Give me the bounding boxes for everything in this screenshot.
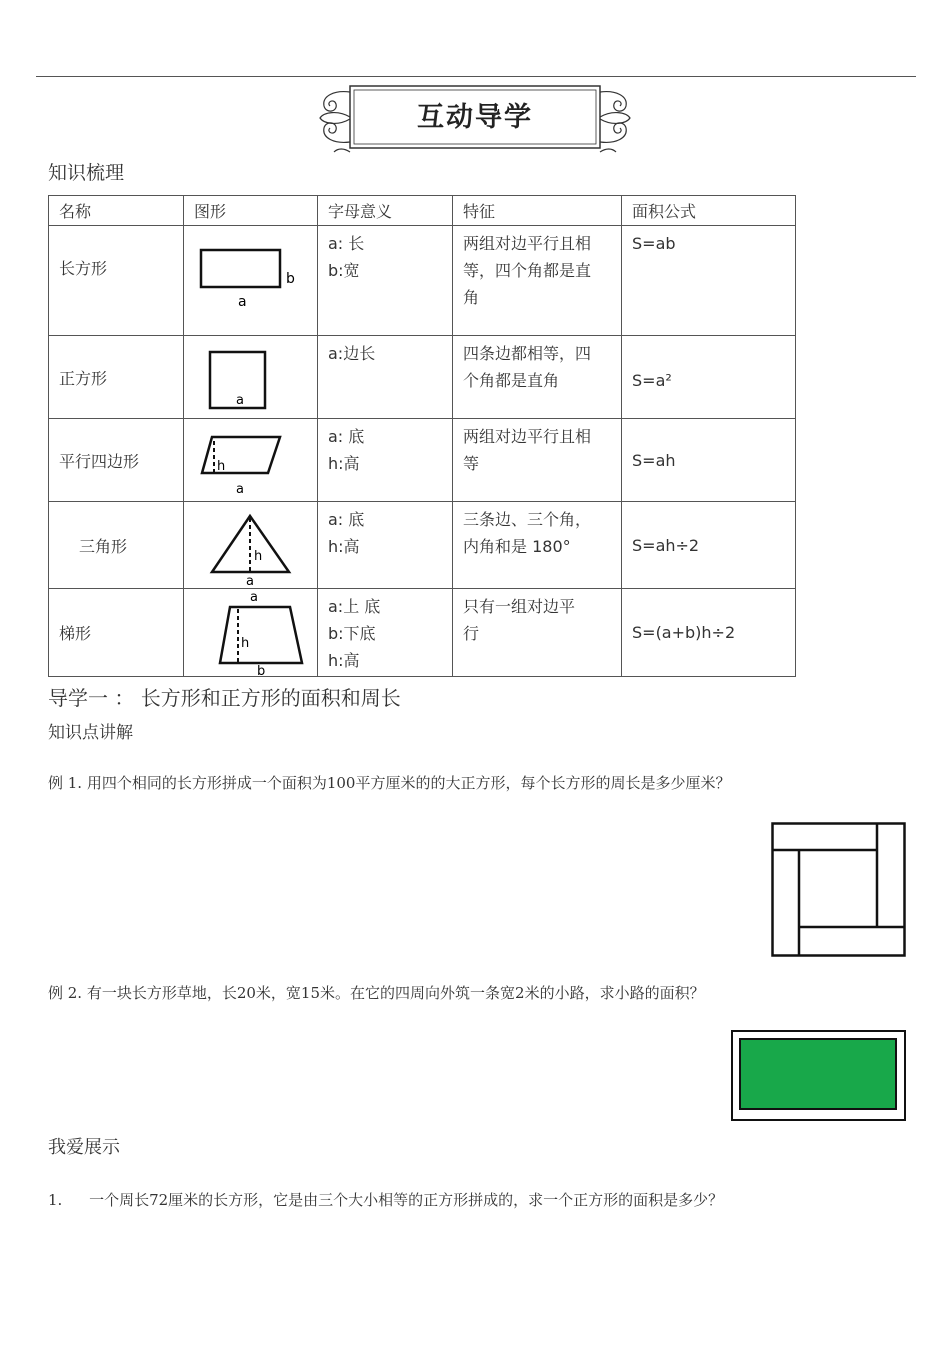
letter-line: a: 长 (328, 234, 365, 253)
letter-meaning (318, 589, 453, 677)
figure-label: b (257, 664, 266, 675)
banner (316, 82, 634, 154)
shape-figure (184, 419, 318, 502)
feature-line: 两组对边平行且相 (463, 234, 592, 253)
area-formula: S=a² (622, 336, 796, 419)
figure-label: a (236, 482, 244, 497)
area-formula: S=ab (622, 226, 796, 336)
shape-name: 梯形 (49, 589, 184, 677)
area-formula: S=ah (622, 419, 796, 502)
header-formula: 面积公式 (622, 196, 796, 226)
section-knowledge-review: 知识梳理 (48, 162, 125, 184)
example-2-text: 例 2. 有一块长方形草地，长20米，宽15米。在它的四周向外筑一条宽2米的小路，求小路的面积？ (48, 984, 705, 1002)
feature-text (453, 226, 622, 336)
section-guide-one: 导学一 ： 长方形和正方形的面积和周长 (48, 686, 401, 710)
feature-line: 内角和是 180° (463, 537, 571, 556)
feature-line: 四条边都相等，四 (463, 344, 592, 363)
shape-figure (184, 226, 318, 336)
figure-label: a (236, 393, 244, 408)
figure-label: a (238, 294, 247, 310)
header-name: 名称 (49, 196, 184, 226)
letter-line: b:宽 (328, 261, 360, 280)
feature-line: 等，四个角都是直 (463, 261, 592, 280)
feature-text (453, 336, 622, 419)
letter-meaning (318, 336, 453, 419)
section-knowledge-points: 知识点讲解 (48, 723, 133, 743)
area-formula: S=(a+b)h÷2 (622, 589, 796, 677)
feature-line: 两组对边平行且相 (463, 427, 592, 446)
letter-line: a: 底 (328, 510, 365, 529)
practice-text: 一个周长72厘米的长方形，它是由三个大小相等的正方形拼成的，求一个正方形的面积是多少？ (89, 1191, 724, 1209)
table-row (49, 502, 796, 589)
table-row (49, 419, 796, 502)
shape-name: 正方形 (49, 336, 184, 419)
header-features: 特征 (453, 196, 622, 226)
figure-label: h (217, 459, 226, 474)
feature-text (453, 419, 622, 502)
letter-line: h:高 (328, 651, 360, 670)
figure-label: a (246, 574, 254, 587)
practice-1 (48, 1189, 723, 1210)
letter-meaning (318, 502, 453, 589)
feature-text (453, 502, 622, 589)
letter-meaning (318, 419, 453, 502)
rectangle-figure (184, 226, 317, 334)
grass-with-path-figure (731, 1030, 907, 1122)
table-row (49, 226, 796, 336)
letter-line: a: 底 (328, 427, 365, 446)
letter-line: b:下底 (328, 624, 376, 643)
shape-name: 平行四边形 (49, 419, 184, 502)
feature-line: 三条边、三个角， (463, 510, 592, 529)
feature-line: 行 (463, 624, 480, 643)
feature-text (453, 589, 622, 677)
figure-label: h (254, 549, 263, 564)
parallelogram-figure (184, 419, 317, 500)
triangle-figure (184, 502, 317, 587)
shape-name: 三角形 (49, 502, 184, 589)
letter-line: a:上 底 (328, 597, 381, 616)
figure-label: a (250, 590, 258, 605)
header-figure: 图形 (184, 196, 318, 226)
letter-line: h:高 (328, 537, 360, 556)
shape-figure (184, 502, 318, 589)
figure-label: b (286, 271, 295, 287)
trapezoid-figure (184, 589, 317, 675)
shape-figure (184, 336, 318, 419)
example-1-text: 例 1. 用四个相同的长方形拼成一个面积为100平方厘米的的大正方形，每个长方形的周长是多少厘米？ (48, 774, 731, 792)
feature-line: 等 (463, 454, 480, 473)
grass-area (740, 1039, 896, 1109)
feature-line: 只有一组对边平 (463, 597, 576, 616)
practice-number: 1. (48, 1191, 63, 1209)
table-row (49, 589, 796, 677)
table-row (49, 336, 796, 419)
feature-line: 角 (463, 288, 480, 307)
top-rule (36, 76, 916, 77)
letter-line: h:高 (328, 454, 360, 473)
knowledge-table (48, 195, 796, 677)
table-header-row (49, 196, 796, 226)
feature-line: 个角都是直角 (463, 371, 560, 390)
shape-name: 长方形 (49, 226, 184, 336)
shape-figure (184, 589, 318, 677)
square-figure (184, 336, 317, 417)
four-rectangles-figure (771, 822, 907, 958)
letter-line: a:边长 (328, 344, 376, 363)
area-formula: S=ah÷2 (622, 502, 796, 589)
figure-label: h (241, 636, 250, 651)
header-letters: 字母意义 (318, 196, 453, 226)
banner-title: 互动导学 (417, 101, 533, 133)
letter-meaning (318, 226, 453, 336)
section-show-time: 我爱展示 (48, 1137, 120, 1158)
